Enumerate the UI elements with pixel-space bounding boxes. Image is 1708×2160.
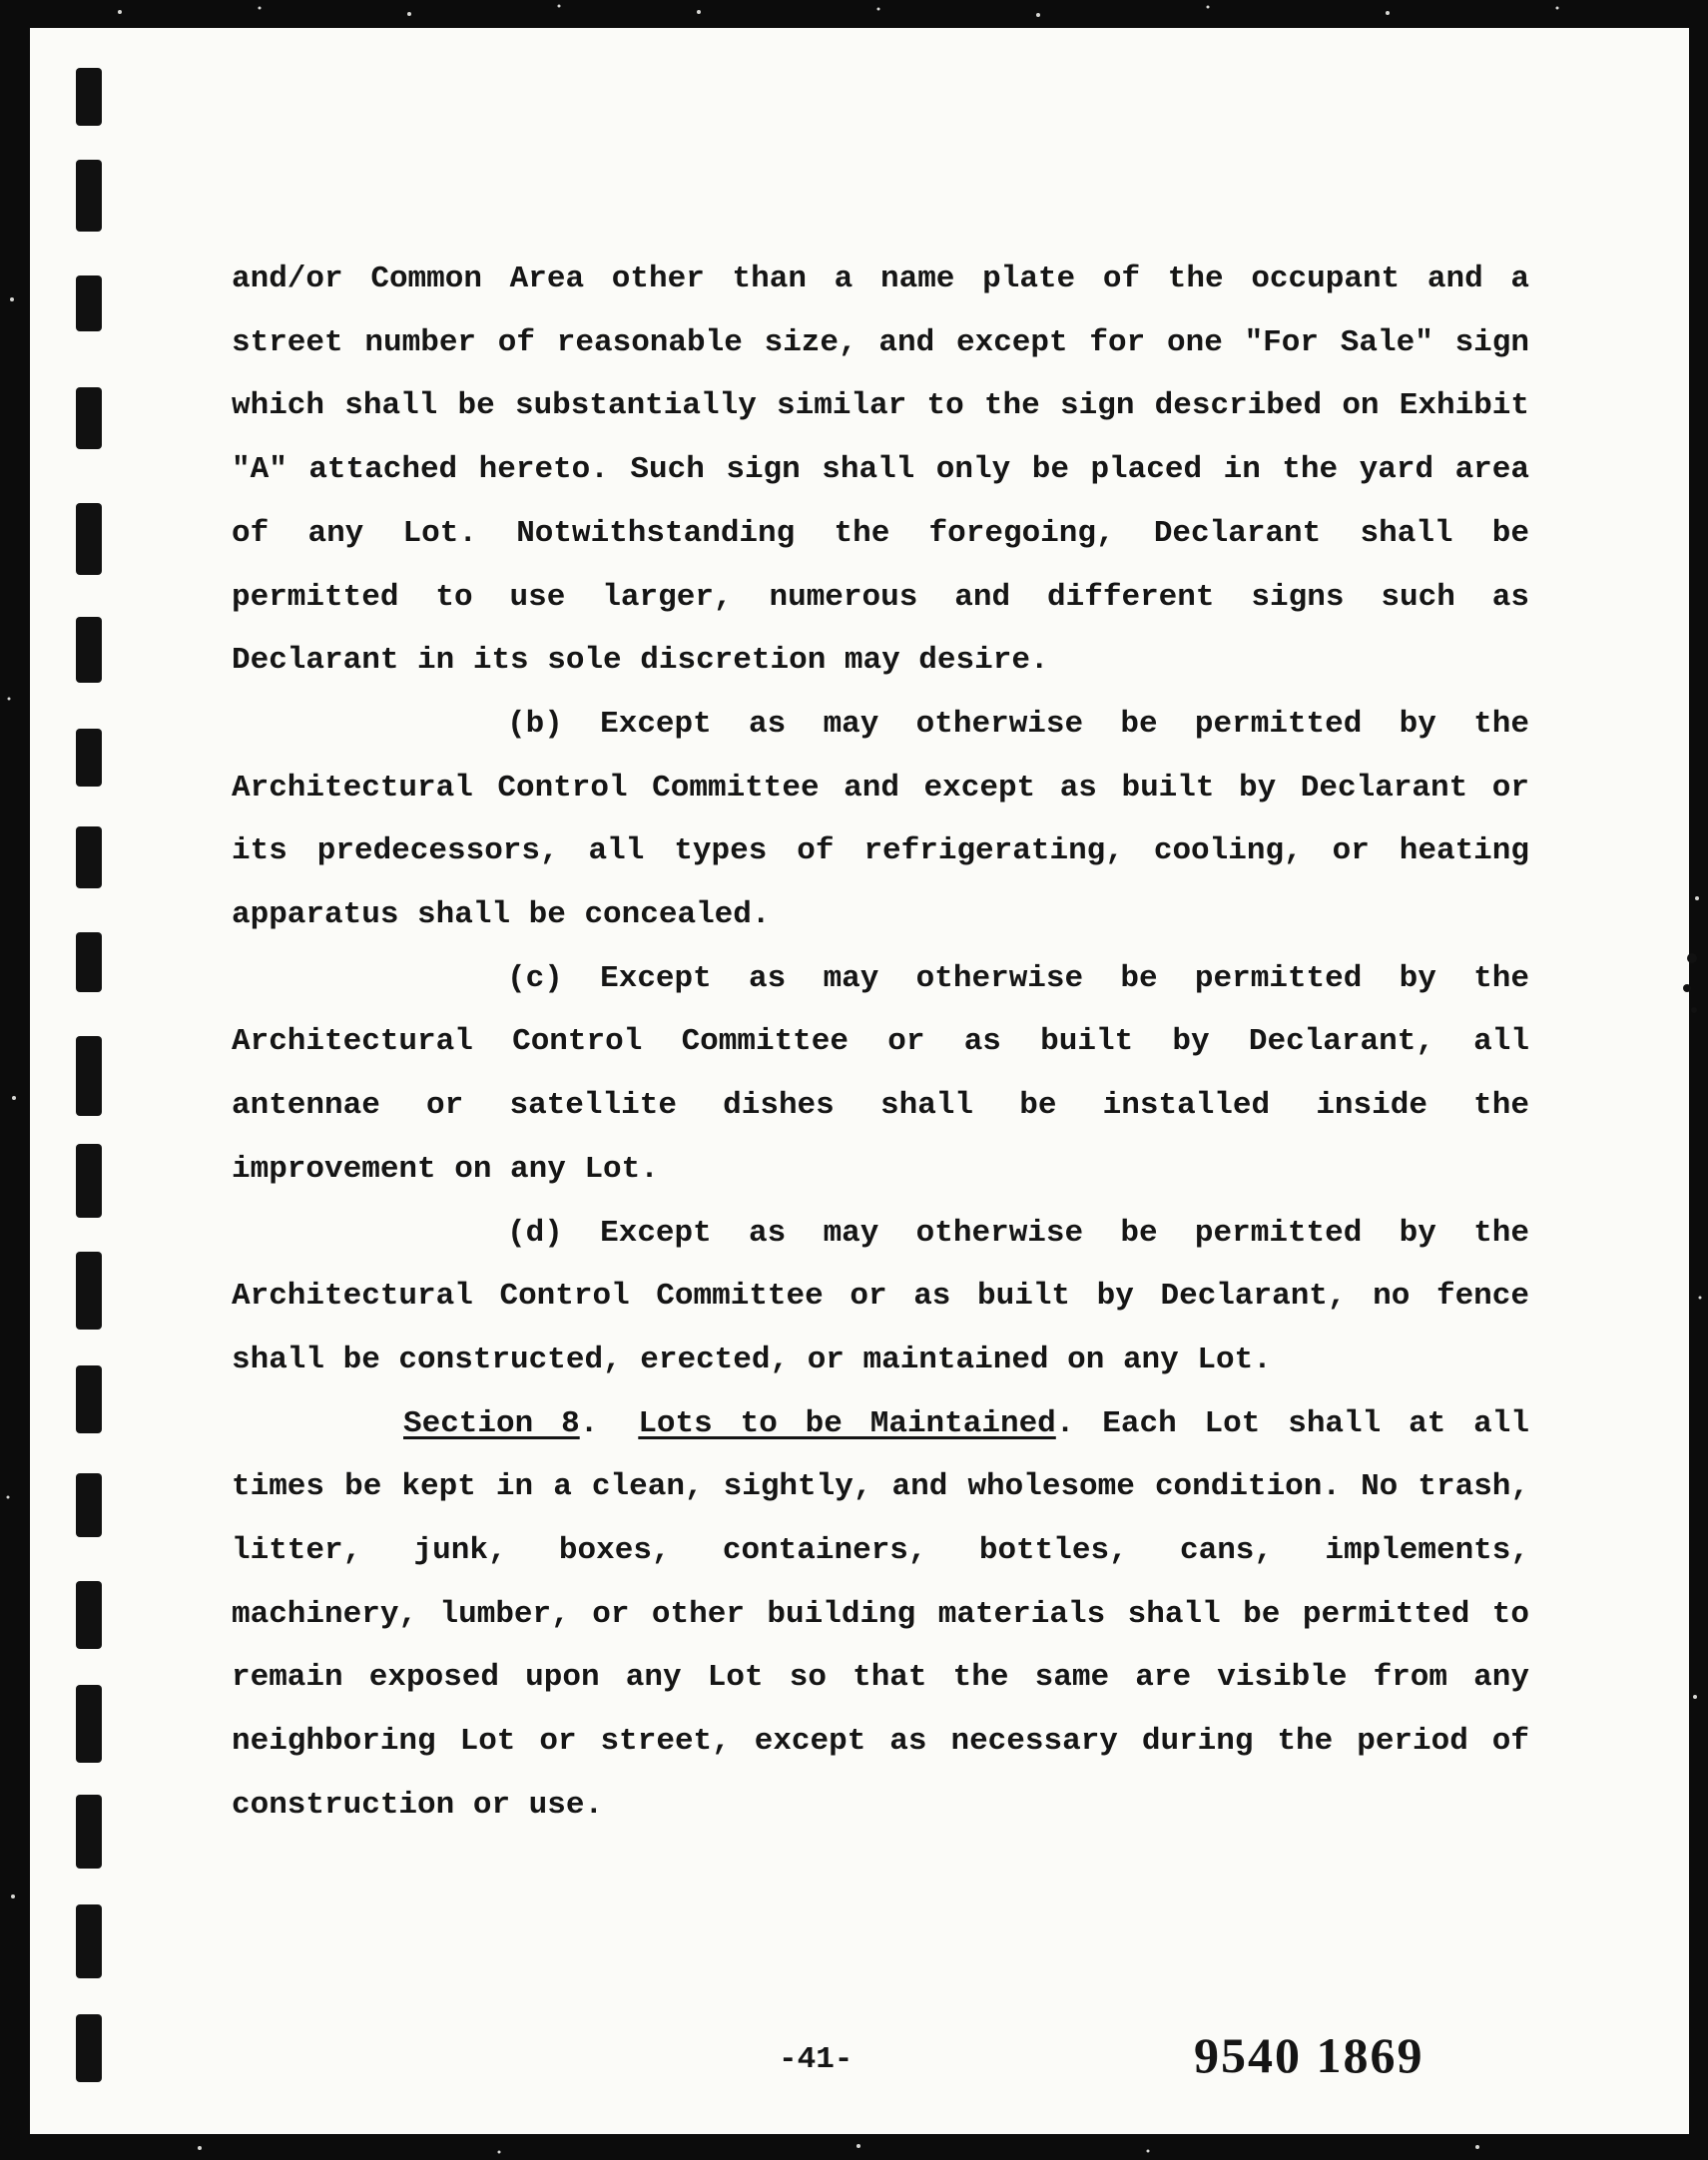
page-number: -41- (779, 2042, 854, 2077)
punch-hole-mark (76, 1904, 102, 1978)
punch-hole-mark (76, 160, 102, 232)
paragraph-signs-continuation: and/or Common Area other than a name plate of the occupant and a street number of reasonable size, and except for one "For Sale" sign which shall be substantially similar to the sign described on Exhibit "A" attached hereto. Such sign shall only be placed in the yard area of any Lot. Notwithstanding the foregoing, Declarant shall be permitted to use larger, numerous and different signs such as Declarant in its sole discretion may desire. (232, 262, 1529, 679)
punch-hole-mark (76, 1365, 102, 1433)
section-body: Each Lot shall at all times be kept in a clean, sightly, and wholesome condition. No trash, litter, junk, boxes, containers, bottles, cans, implements, machinery, lumber, or other building materials shall be permitted to remain exposed upon any Lot so that the same are visible from any neighboring Lot or street, except as necessary during the period of construction or use. (232, 1405, 1529, 1823)
punch-hole-mark (76, 1144, 102, 1218)
punch-hole-mark (76, 1036, 102, 1116)
punch-hole-mark (76, 1685, 102, 1763)
punch-hole-mark (76, 1252, 102, 1330)
punch-hole-mark (76, 617, 102, 683)
punch-hole-mark (76, 1795, 102, 1869)
punch-hole-mark (76, 68, 102, 126)
punch-hole-mark (76, 503, 102, 575)
punch-hole-mark (76, 387, 102, 449)
punch-hole-mark (76, 729, 102, 787)
punch-hole-mark (76, 1581, 102, 1649)
punch-hole-mark (76, 1473, 102, 1537)
punch-hole-mark (76, 275, 102, 331)
document-body (232, 248, 1529, 1838)
section-8-paragraph: Section 8. Lots to be Maintained. Each Lot shall at all times be kept in a clean, sightly, and wholesome condition. No trash, litter, junk, boxes, containers, bottles, cans, implements, machinery, lumber, or other building materials shall be permitted to remain exposed upon any Lot so that the same are visible from any neighboring Lot or street, except as necessary during the period of construction or use. (232, 1405, 1529, 1823)
punch-hole-mark (76, 2014, 102, 2082)
punch-hole-mark (76, 826, 102, 888)
section-title: Lots to be Maintained (638, 1405, 1056, 1441)
document-number: 9540 1869 (1194, 2027, 1424, 2083)
paragraph-d-fences: (d) Except as may otherwise be permitted by the Architectural Control Committee or as built by Declarant, no fence shall be constructed, erected, or maintained on any Lot. (232, 1215, 1529, 1377)
paragraph-b-apparatus: (b) Except as may otherwise be permitted by the Architectural Control Committee and except as built by Declarant or its predecessors, all types of refrigerating, cooling, or heating apparatus shall be concealed. (232, 706, 1529, 933)
paragraph-c-antennae: (c) Except as may otherwise be permitted by the Architectural Control Committee or as built by Declarant, all antennae or satellite dishes shall be installed inside the improvement on any Lot. (232, 960, 1529, 1187)
section-number: Section 8 (403, 1405, 580, 1441)
punch-hole-mark (76, 932, 102, 992)
